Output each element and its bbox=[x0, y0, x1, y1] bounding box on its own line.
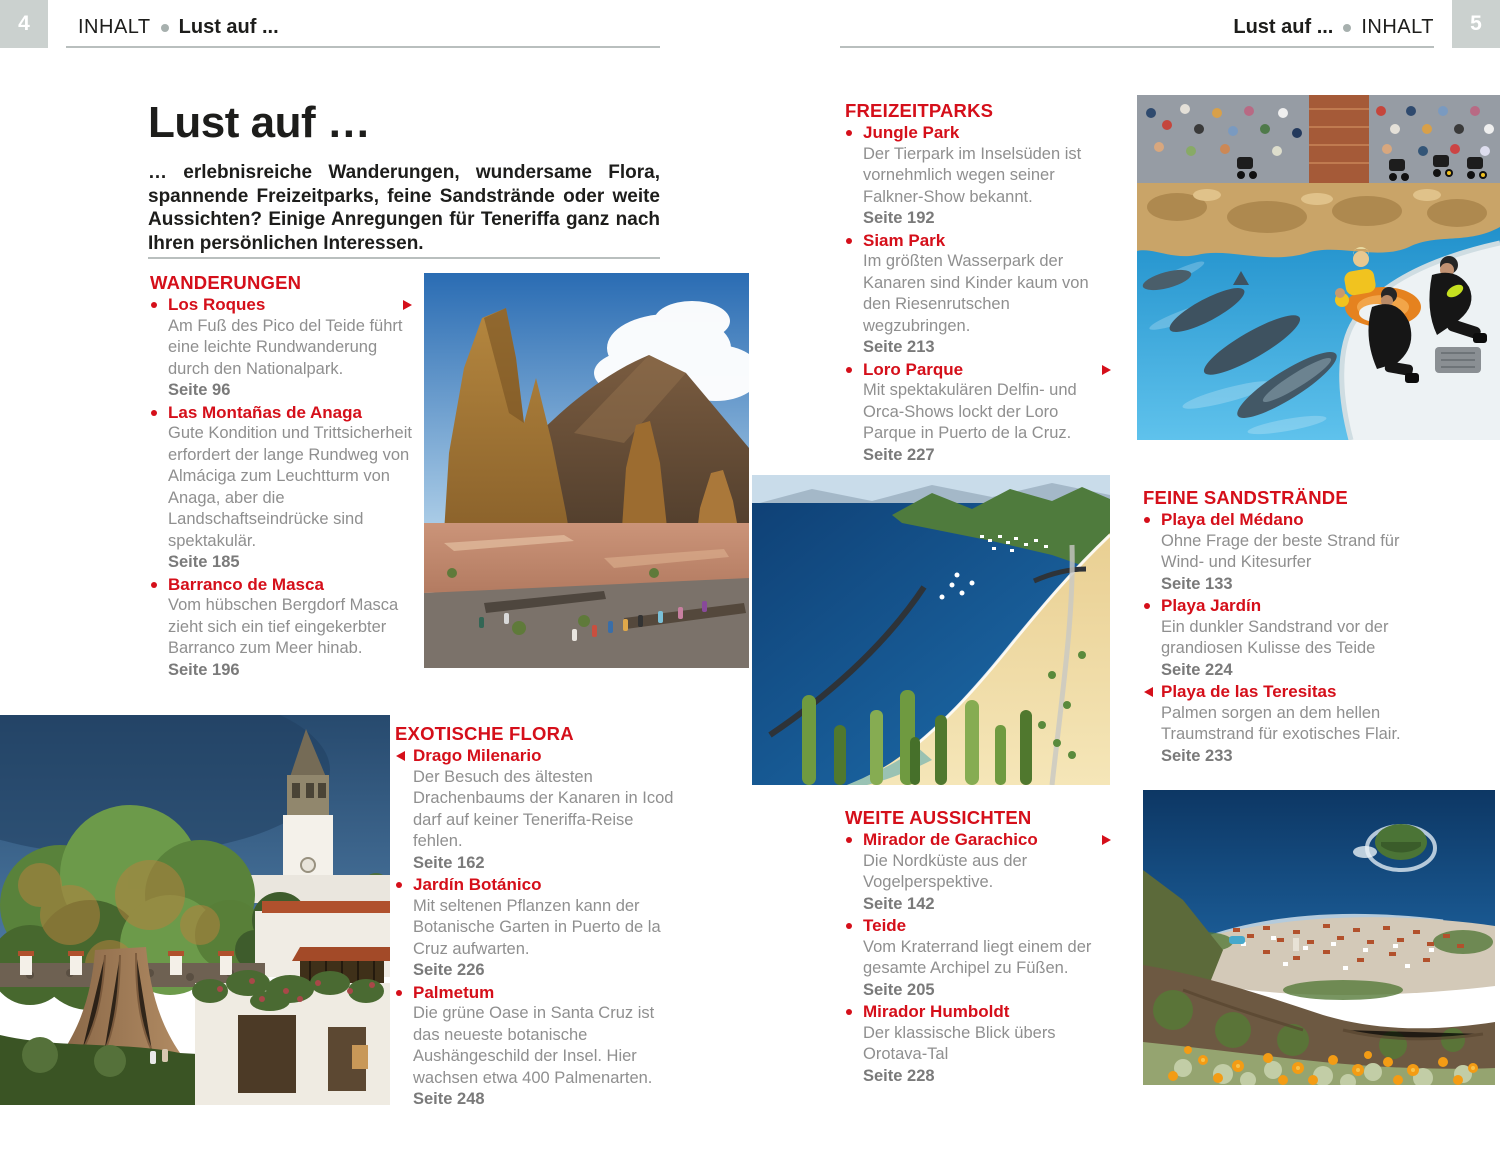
playa-de-las-teresitas-photo bbox=[752, 475, 1110, 785]
drago-milenario-photo bbox=[0, 715, 390, 1105]
toc-item-page: Seite 96 bbox=[168, 381, 231, 399]
bullet-icon bbox=[846, 130, 852, 136]
section-weite-aussichten bbox=[845, 806, 1111, 1087]
bullet-icon bbox=[151, 410, 157, 416]
toc-item-title: Loro Parque bbox=[863, 359, 964, 379]
toc-item-description: Im größten Wasserpark der Kanaren sind Kinder kaum von den Riesenrutschen wegzubringen. bbox=[863, 252, 1089, 335]
running-head-right bbox=[840, 16, 1434, 39]
toc-item bbox=[395, 745, 679, 874]
page-title: Lust auf … bbox=[148, 98, 371, 147]
toc-item-description: Die Nordküste aus der Vogelperspektive. bbox=[863, 851, 1028, 891]
toc-item bbox=[1143, 509, 1431, 595]
arrow-left-icon bbox=[1144, 687, 1153, 697]
bullet-icon bbox=[1144, 603, 1150, 609]
section-exotische-flora bbox=[395, 722, 679, 1111]
bullet-icon bbox=[151, 302, 157, 308]
toc-item-page: Seite 213 bbox=[863, 338, 935, 356]
page-number-tab-left bbox=[0, 0, 48, 48]
toc-item-title: Playa del Médano bbox=[1161, 510, 1304, 529]
bullet-icon bbox=[846, 367, 852, 373]
garachico-photo-illustration bbox=[1143, 790, 1495, 1085]
toc-item-description: Vom hübschen Bergdorf Masca zieht sich ein tief eingekerbter Barranco zum Meer hinab. bbox=[168, 596, 399, 657]
bullet-icon bbox=[846, 837, 852, 843]
section-heading: FEINE SANDSTRÄNDE bbox=[1143, 487, 1348, 508]
loro-parque-photo-illustration bbox=[1137, 95, 1500, 440]
bullet-icon bbox=[396, 882, 402, 888]
toc-item-title: Los Roques bbox=[168, 295, 266, 314]
toc-item-description: Der Tierpark im Inselsüden ist vornehmlich wegen seiner Falkner-Show bekannt. bbox=[863, 144, 1082, 206]
toc-item-page: Seite 228 bbox=[863, 1066, 935, 1085]
toc-item bbox=[845, 122, 1111, 230]
header-rule-right bbox=[840, 46, 1434, 48]
toc-item bbox=[845, 359, 1111, 467]
toc-item-page: Seite 133 bbox=[1161, 574, 1233, 593]
toc-item-page: Seite 192 bbox=[863, 209, 935, 227]
toc-item-page: Seite 162 bbox=[413, 853, 485, 872]
toc-item-title: Barranco de Masca bbox=[168, 574, 324, 594]
toc-item-page: Seite 185 bbox=[168, 553, 240, 571]
section-feine-sandstraende bbox=[1143, 486, 1431, 767]
toc-item-title: Drago Milenario bbox=[413, 746, 542, 765]
toc-item bbox=[395, 982, 679, 1111]
section-wanderungen bbox=[150, 271, 412, 681]
toc-item bbox=[1143, 681, 1431, 767]
page-number-tab-right bbox=[1452, 0, 1500, 48]
toc-item-description: Die grüne Oase in Santa Cruz ist das neueste botanische Aushängeschild der Insel. Hier wachsen etwa 400 Palmenarten. bbox=[413, 1004, 655, 1087]
toc-item-description: Gute Kondition und Trittsicherheit erfordert der lange Rundweg von Almáciga zum Leuchtturm von Anaga, aber die Landschaftseindrücke sind spektakulär. bbox=[168, 424, 412, 550]
toc-item bbox=[150, 574, 412, 682]
dot-separator-icon bbox=[1343, 24, 1351, 32]
toc-item bbox=[1143, 595, 1431, 681]
bullet-icon bbox=[846, 923, 852, 929]
mirador-de-garachico-photo bbox=[1143, 790, 1495, 1085]
toc-item bbox=[395, 874, 679, 982]
toc-item-title: Jungle Park bbox=[863, 123, 960, 142]
toc-item-title: Mirador de Garachico bbox=[863, 830, 1038, 849]
intro-rule bbox=[148, 257, 660, 259]
running-head-section: INHALT bbox=[78, 16, 151, 38]
header-rule-left bbox=[66, 46, 660, 48]
toc-item-title: Siam Park bbox=[863, 230, 946, 250]
toc-item-description: Vom Kraterrand liegt einem der gesamte Archipel zu Füßen. bbox=[863, 937, 1092, 977]
arrow-right-icon bbox=[1102, 835, 1111, 845]
running-head-title: Lust auf ... bbox=[1233, 16, 1334, 38]
toc-item-title: Las Montañas de Anaga bbox=[168, 402, 362, 422]
toc-item-page: Seite 227 bbox=[863, 445, 935, 464]
arrow-left-icon bbox=[396, 751, 405, 761]
bullet-icon bbox=[396, 990, 402, 996]
arrow-right-icon bbox=[1102, 365, 1111, 375]
toc-item-title: Palmetum bbox=[413, 982, 495, 1002]
bullet-icon bbox=[846, 1009, 852, 1015]
bullet-icon bbox=[1144, 517, 1150, 523]
toc-item-description: Ein dunkler Sandstrand vor der grandiosen Kulisse des Teide bbox=[1161, 617, 1389, 657]
teresitas-photo-illustration bbox=[752, 475, 1110, 785]
bullet-icon bbox=[846, 238, 852, 244]
toc-item-title: Playa Jardín bbox=[1161, 596, 1262, 615]
page-number: 5 bbox=[1470, 12, 1482, 35]
section-heading: EXOTISCHE FLORA bbox=[395, 723, 574, 744]
section-heading: WEITE AUSSICHTEN bbox=[845, 807, 1032, 828]
dot-separator-icon bbox=[161, 24, 169, 32]
toc-item-page: Seite 233 bbox=[1161, 746, 1233, 765]
toc-item-title: Teide bbox=[863, 916, 907, 935]
toc-item-description: Der Besuch des ältesten Drachenbaums der Kanaren in Icod darf auf keiner Teneriffa-Reise fehlen. bbox=[413, 767, 674, 850]
toc-item bbox=[845, 1001, 1111, 1087]
toc-item-page: Seite 226 bbox=[413, 961, 485, 979]
toc-item bbox=[845, 915, 1111, 1001]
bullet-icon bbox=[151, 582, 157, 588]
toc-item-title: Jardín Botánico bbox=[413, 875, 542, 894]
toc-item-description: Am Fuß des Pico del Teide führt eine leichte Rundwanderung durch den Nationalpark. bbox=[168, 316, 403, 378]
toc-item-description: Der klassische Blick übers Orotava-Tal bbox=[863, 1023, 1056, 1063]
loro-parque-dolphin-show-photo bbox=[1137, 95, 1500, 440]
toc-item-description: Palmen sorgen an dem hellen Traumstrand für exotisches Flair. bbox=[1161, 703, 1401, 743]
toc-item-page: Seite 224 bbox=[1161, 660, 1233, 679]
los-roques-photo-illustration bbox=[424, 273, 749, 668]
toc-item-title: Playa de las Teresitas bbox=[1161, 682, 1337, 701]
toc-item-page: Seite 196 bbox=[168, 660, 240, 679]
toc-item-page: Seite 205 bbox=[863, 980, 935, 999]
los-roques-photo bbox=[424, 273, 749, 668]
running-head-left bbox=[78, 16, 279, 39]
toc-item bbox=[150, 402, 412, 574]
intro-paragraph: … erlebnisreiche Wanderungen, wundersame Flora, spannende Freizeitparks, feine Sandstrände oder weite Aussichten? Einige Anregungen für Teneriffa ganz nach Ihren persönlichen Interessen. bbox=[148, 162, 660, 254]
page-number: 4 bbox=[18, 12, 30, 35]
toc-item-page: Seite 142 bbox=[863, 894, 935, 913]
toc-item bbox=[150, 294, 412, 402]
running-head-title: Lust auf ... bbox=[178, 16, 279, 38]
toc-item bbox=[845, 230, 1111, 359]
section-freizeitparks bbox=[845, 99, 1111, 466]
toc-item-title: Mirador Humboldt bbox=[863, 1002, 1010, 1021]
toc-item-description: Mit seltenen Pflanzen kann der Botanische Garten in Puerto de la Cruz aufwarten. bbox=[413, 896, 661, 958]
drago-photo-illustration bbox=[0, 715, 390, 1105]
section-heading: WANDERUNGEN bbox=[150, 272, 302, 293]
toc-item bbox=[845, 829, 1111, 915]
section-heading: FREIZEITPARKS bbox=[845, 100, 994, 121]
toc-item-page: Seite 248 bbox=[413, 1090, 485, 1108]
running-head-section: INHALT bbox=[1361, 16, 1434, 38]
toc-item-description: Ohne Frage der beste Strand für Wind- und Kitesurfer bbox=[1161, 531, 1400, 571]
toc-item-description: Mit spektakulären Delfin- und Orca-Shows lockt der Loro Parque in Puerto de la Cruz. bbox=[863, 381, 1077, 442]
arrow-right-icon bbox=[403, 300, 412, 310]
